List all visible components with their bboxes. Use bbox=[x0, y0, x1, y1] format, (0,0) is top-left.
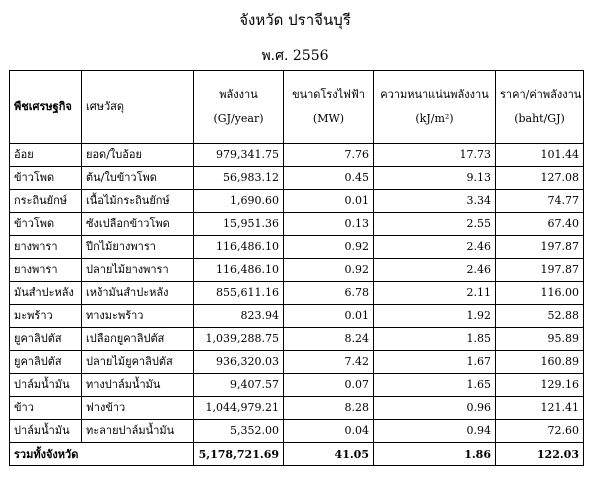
header-price bbox=[496, 71, 584, 144]
cell-energy: 56,983.12 bbox=[194, 167, 284, 190]
cell-density: 17.73 bbox=[374, 144, 496, 167]
cell-plant: 7.42 bbox=[284, 351, 374, 374]
cell-energy: 1,690.60 bbox=[194, 190, 284, 213]
header-energy-label: พลังงาน bbox=[219, 88, 258, 101]
cell-plant: 6.78 bbox=[284, 282, 374, 305]
cell-crop: ข้าวโพด bbox=[10, 167, 82, 190]
cell-density: 0.94 bbox=[374, 420, 496, 443]
cell-crop: มะพร้าว bbox=[10, 305, 82, 328]
table-row bbox=[10, 305, 584, 328]
cell-price: 72.60 bbox=[496, 420, 584, 443]
cell-energy: 979,341.75 bbox=[194, 144, 284, 167]
cell-plant: 0.01 bbox=[284, 305, 374, 328]
page-title: จังหวัด ปราจีนบุรี bbox=[239, 11, 351, 29]
cell-crop: ยูคาลิปตัส bbox=[10, 328, 82, 351]
cell-density: 0.96 bbox=[374, 397, 496, 420]
table-header-row bbox=[10, 71, 584, 144]
cell-price: 197.87 bbox=[496, 259, 584, 282]
cell-residue: ปลายไม้ยางพารา bbox=[82, 259, 194, 282]
cell-density: 2.46 bbox=[374, 236, 496, 259]
cell-residue: ทะลายปาล์มน้ำมัน bbox=[82, 420, 194, 443]
header-plant bbox=[284, 71, 374, 144]
cell-residue: ทางมะพร้าว bbox=[82, 305, 194, 328]
cell-crop: ปาล์มน้ำมัน bbox=[10, 420, 82, 443]
cell-price: 197.87 bbox=[496, 236, 584, 259]
cell-plant: 0.01 bbox=[284, 190, 374, 213]
cell-density: 3.34 bbox=[374, 190, 496, 213]
cell-plant: 0.07 bbox=[284, 374, 374, 397]
header-energy-unit: (GJ/year) bbox=[213, 112, 264, 125]
energy-table bbox=[9, 70, 584, 466]
total-price: 122.03 bbox=[496, 443, 584, 466]
cell-density: 2.55 bbox=[374, 213, 496, 236]
table-body bbox=[10, 144, 584, 443]
cell-residue: ต้น/ใบข้าวโพด bbox=[82, 167, 194, 190]
cell-energy: 116,486.10 bbox=[194, 236, 284, 259]
header-energy bbox=[194, 71, 284, 144]
cell-price: 67.40 bbox=[496, 213, 584, 236]
cell-residue: เนื้อไม้กระถินยักษ์ bbox=[82, 190, 194, 213]
cell-residue: ปลายไม้ยูคาลิปตัส bbox=[82, 351, 194, 374]
cell-price: 160.89 bbox=[496, 351, 584, 374]
cell-crop: ยูคาลิปตัส bbox=[10, 351, 82, 374]
cell-energy: 1,039,288.75 bbox=[194, 328, 284, 351]
cell-crop: ปาล์มน้ำมัน bbox=[10, 374, 82, 397]
cell-energy: 116,486.10 bbox=[194, 259, 284, 282]
table-row bbox=[10, 236, 584, 259]
total-row bbox=[10, 443, 584, 466]
cell-price: 101.44 bbox=[496, 144, 584, 167]
cell-residue: ทางปาล์มน้ำมัน bbox=[82, 374, 194, 397]
cell-price: 74.77 bbox=[496, 190, 584, 213]
total-plant: 41.05 bbox=[284, 443, 374, 466]
cell-plant: 0.92 bbox=[284, 236, 374, 259]
cell-density: 1.85 bbox=[374, 328, 496, 351]
cell-price: 127.08 bbox=[496, 167, 584, 190]
total-density: 1.86 bbox=[374, 443, 496, 466]
cell-residue: เหง้ามันสำปะหลัง bbox=[82, 282, 194, 305]
cell-crop: ยางพารา bbox=[10, 236, 82, 259]
header-density bbox=[374, 71, 496, 144]
cell-energy: 823.94 bbox=[194, 305, 284, 328]
cell-plant: 0.13 bbox=[284, 213, 374, 236]
table-row bbox=[10, 213, 584, 236]
table-row bbox=[10, 420, 584, 443]
cell-residue: ซังเปลือกข้าวโพด bbox=[82, 213, 194, 236]
cell-plant: 0.92 bbox=[284, 259, 374, 282]
cell-crop: ข้าว bbox=[10, 397, 82, 420]
cell-energy: 9,407.57 bbox=[194, 374, 284, 397]
table-row bbox=[10, 397, 584, 420]
cell-residue: เปลือกยูคาลิปตัส bbox=[82, 328, 194, 351]
cell-residue: ปีกไม้ยางพารา bbox=[82, 236, 194, 259]
cell-density: 1.65 bbox=[374, 374, 496, 397]
total-label: รวมทั้งจังหวัด bbox=[10, 443, 194, 466]
cell-price: 121.41 bbox=[496, 397, 584, 420]
cell-crop: กระถินยักษ์ bbox=[10, 190, 82, 213]
header-density-unit: (kJ/m²) bbox=[415, 112, 454, 125]
cell-energy: 5,352.00 bbox=[194, 420, 284, 443]
header-price-label: ราคา/ค่าพลังงาน bbox=[500, 88, 582, 101]
cell-energy: 855,611.16 bbox=[194, 282, 284, 305]
cell-crop: มันสำปะหลัง bbox=[10, 282, 82, 305]
table-row bbox=[10, 282, 584, 305]
cell-price: 116.00 bbox=[496, 282, 584, 305]
cell-crop: อ้อย bbox=[10, 144, 82, 167]
cell-energy: 15,951.36 bbox=[194, 213, 284, 236]
cell-plant: 8.24 bbox=[284, 328, 374, 351]
table-row bbox=[10, 374, 584, 397]
header-plant-unit: (MW) bbox=[312, 112, 345, 125]
cell-density: 2.11 bbox=[374, 282, 496, 305]
cell-plant: 8.28 bbox=[284, 397, 374, 420]
table-row bbox=[10, 259, 584, 282]
cell-crop: ยางพารา bbox=[10, 259, 82, 282]
cell-density: 1.92 bbox=[374, 305, 496, 328]
page-subtitle: พ.ศ. 2556 bbox=[261, 48, 329, 64]
cell-energy: 936,320.03 bbox=[194, 351, 284, 374]
table-row bbox=[10, 351, 584, 374]
header-density-label: ความหนาแน่นพลังงาน bbox=[380, 88, 489, 101]
cell-plant: 7.76 bbox=[284, 144, 374, 167]
cell-density: 1.67 bbox=[374, 351, 496, 374]
cell-energy: 1,044,979.21 bbox=[194, 397, 284, 420]
header-plant-label: ขนาดโรงไฟฟ้า bbox=[292, 88, 365, 101]
header-price-unit: (baht/GJ) bbox=[514, 112, 565, 125]
table-row bbox=[10, 328, 584, 351]
cell-price: 95.89 bbox=[496, 328, 584, 351]
cell-residue: ยอด/ใบอ้อย bbox=[82, 144, 194, 167]
cell-plant: 0.04 bbox=[284, 420, 374, 443]
table-row bbox=[10, 144, 584, 167]
cell-density: 2.46 bbox=[374, 259, 496, 282]
table-row bbox=[10, 190, 584, 213]
header-residue: เศษวัสดุ bbox=[82, 71, 194, 144]
cell-plant: 0.45 bbox=[284, 167, 374, 190]
header-crop: พืชเศรษฐกิจ bbox=[10, 71, 82, 144]
total-energy: 5,178,721.69 bbox=[194, 443, 284, 466]
table-row bbox=[10, 167, 584, 190]
cell-residue: ฟางข้าว bbox=[82, 397, 194, 420]
cell-price: 52.88 bbox=[496, 305, 584, 328]
cell-density: 9.13 bbox=[374, 167, 496, 190]
cell-crop: ข้าวโพด bbox=[10, 213, 82, 236]
cell-price: 129.16 bbox=[496, 374, 584, 397]
